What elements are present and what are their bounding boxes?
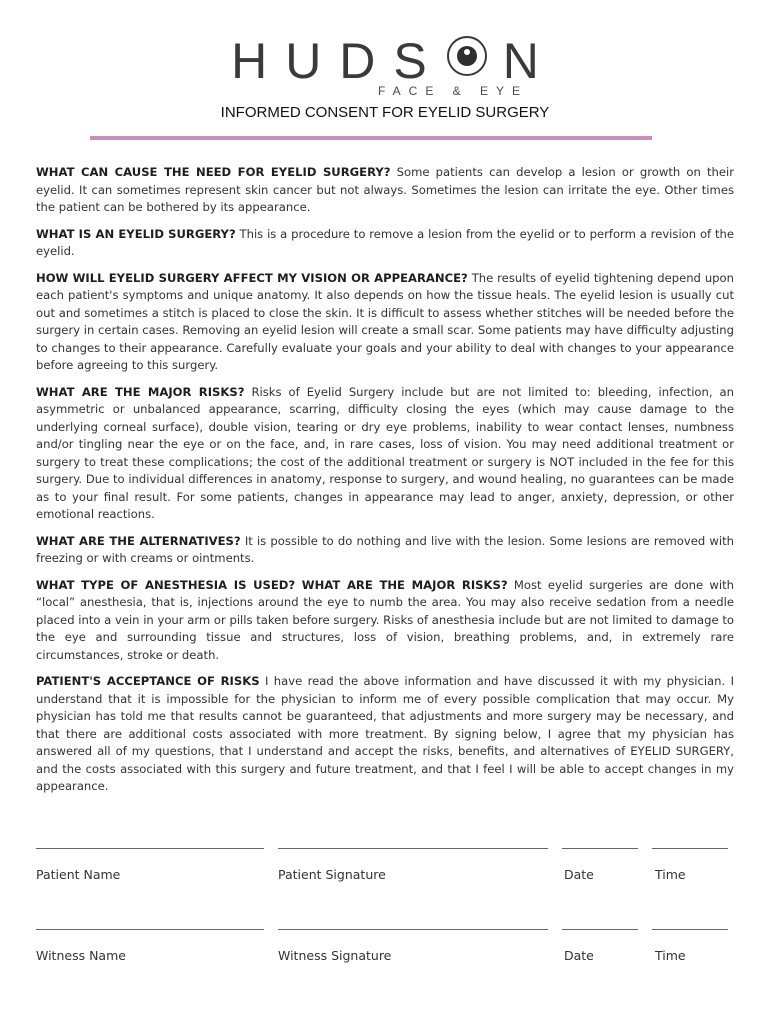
section-heading: WHAT TYPE OF ANESTHESIA IS USED? WHAT ARE THE MAJOR RISKS? bbox=[36, 577, 508, 592]
patient-date-label: Date bbox=[564, 867, 594, 882]
section-heading: PATIENT'S ACCEPTANCE OF RISKS bbox=[36, 674, 260, 688]
brand-logo bbox=[0, 34, 770, 88]
section-heading: HOW WILL EYELID SURGERY AFFECT MY VISION OR APPEARANCE? bbox=[36, 270, 468, 285]
section-anesthesia bbox=[36, 577, 734, 665]
witness-name-field[interactable] bbox=[36, 929, 264, 963]
brand-tagline: FACE & EYE bbox=[378, 84, 529, 98]
section-definition bbox=[36, 226, 734, 261]
patient-time-label: Time bbox=[655, 867, 686, 882]
document-title: INFORMED CONSENT FOR EYELID SURGERY bbox=[220, 104, 550, 121]
section-cause bbox=[36, 164, 734, 217]
witness-time-label: Time bbox=[655, 948, 686, 963]
brand-text-end: N bbox=[502, 33, 557, 89]
section-text: The results of eyelid tightening depend upon each patient's symptoms and unique anatomy. It also depends on how the tissue heals. The eyelid lesion is usually cut out and sometimes a stitch is placed to close the skin. It is difficult to assess whether stitches will be needed before the surgery in certain cases. Removing an eyelid lesion will create a small scar. Some patients may have difficulty adjusting to changes to their appearance. Carefully evaluate your goals and your ability to deal with changes to your appearance before agreeing to this surgery. bbox=[36, 270, 734, 372]
patient-name-field[interactable] bbox=[36, 848, 264, 882]
patient-signature-field[interactable] bbox=[278, 848, 548, 882]
eye-logo-icon bbox=[447, 36, 487, 76]
consent-body bbox=[36, 164, 734, 805]
witness-signature-field[interactable] bbox=[278, 929, 548, 963]
patient-date-field[interactable] bbox=[562, 848, 638, 882]
section-heading: WHAT IS AN EYELID SURGERY? bbox=[36, 226, 236, 241]
brand-text: HUDS bbox=[231, 33, 445, 89]
patient-signature-label: Patient Signature bbox=[278, 867, 386, 882]
witness-name-label: Witness Name bbox=[36, 948, 126, 963]
witness-time-line[interactable] bbox=[652, 929, 728, 930]
witness-time-field[interactable] bbox=[652, 929, 728, 963]
section-effects bbox=[36, 270, 734, 375]
witness-signature-line[interactable] bbox=[278, 929, 548, 930]
title-divider bbox=[90, 136, 652, 140]
brand-wordmark bbox=[213, 34, 557, 88]
patient-signature-line[interactable] bbox=[278, 848, 548, 849]
patient-name-label: Patient Name bbox=[36, 867, 121, 882]
section-heading: WHAT ARE THE MAJOR RISKS? bbox=[36, 384, 245, 399]
section-text: This is a procedure to remove a lesion from the eyelid or to perform a revision of the eyelid. bbox=[36, 226, 734, 258]
patient-time-field[interactable] bbox=[652, 848, 728, 882]
section-text: Some patients can develop a lesion or growth on their eyelid. It can sometimes represent skin cancer but not always. Sometimes the lesion can irritate the eye. Other times the patient can be bothered by its appearance. bbox=[36, 165, 734, 214]
patient-time-line[interactable] bbox=[652, 848, 728, 849]
witness-date-label: Date bbox=[564, 948, 594, 963]
patient-signature-row bbox=[36, 848, 734, 888]
section-heading: WHAT CAN CAUSE THE NEED FOR EYELID SURGERY? bbox=[36, 165, 391, 179]
witness-date-field[interactable] bbox=[562, 929, 638, 963]
patient-date-line[interactable] bbox=[562, 848, 638, 849]
section-risks bbox=[36, 384, 734, 524]
section-heading: WHAT ARE THE ALTERNATIVES? bbox=[36, 533, 241, 548]
section-acceptance bbox=[36, 673, 734, 796]
section-text: It is possible to do nothing and live with the lesion. Some lesions are removed with freezing or with creams or ointments. bbox=[36, 533, 735, 565]
witness-date-line[interactable] bbox=[562, 929, 638, 930]
witness-name-line[interactable] bbox=[36, 929, 264, 930]
section-text: Most eyelid surgeries are done with “local” anesthesia, that is, injections around the eye to numb the area. You may also receive sedation from a needle placed into a vein in your arm or pills taken before surgery. Risks of anesthesia include but are not limited to damage to the eye and surrounding tissue and structures, loss of vision, breathing problems, and, in extremely rare circumstances, stroke or death. bbox=[36, 577, 735, 662]
section-alternatives bbox=[36, 533, 734, 568]
section-text: I have read the above information and have discussed it with my physician. I understand that it is impossible for the physician to inform me of every possible complication that may occur. My physician has told me that results cannot be guaranteed, that adjustments and more surgery may be necessary, and that there are additional costs associated with more treatment. By signing below, I agree that my physician has answered all of my questions, that I understand and accept the risks, benefits, and alternatives of EYELID SURGERY, and the costs associated with this surgery and future treatment, and that I feel I will be able to accept changes in my appearance. bbox=[36, 674, 734, 793]
witness-signature-label: Witness Signature bbox=[278, 948, 392, 963]
witness-signature-row bbox=[36, 929, 734, 969]
patient-name-line[interactable] bbox=[36, 848, 264, 849]
section-text: Risks of Eyelid Surgery include but are not limited to: bleeding, infection, an asymmetric or unbalanced appearance, scarring, difficulty closing the eyes (which may cause damage to the underlying corneal surface), double vision, tearing or dry eye problems, inability to wear contact lenses, numbness and/or tingling near the eye or on the face, and, in rare cases, loss of vision. You may need additional treatment or surgery to treat these complications; the cost of the additional treatment or surgery is NOT included in the fee for this surgery. Due to individual differences in anatomy, response to surgery, and wound healing, no guarantees can be made as to your final result. For some patients, changes in appearance may lead to anger, anxiety, depression, or other emotional reactions. bbox=[36, 384, 735, 521]
